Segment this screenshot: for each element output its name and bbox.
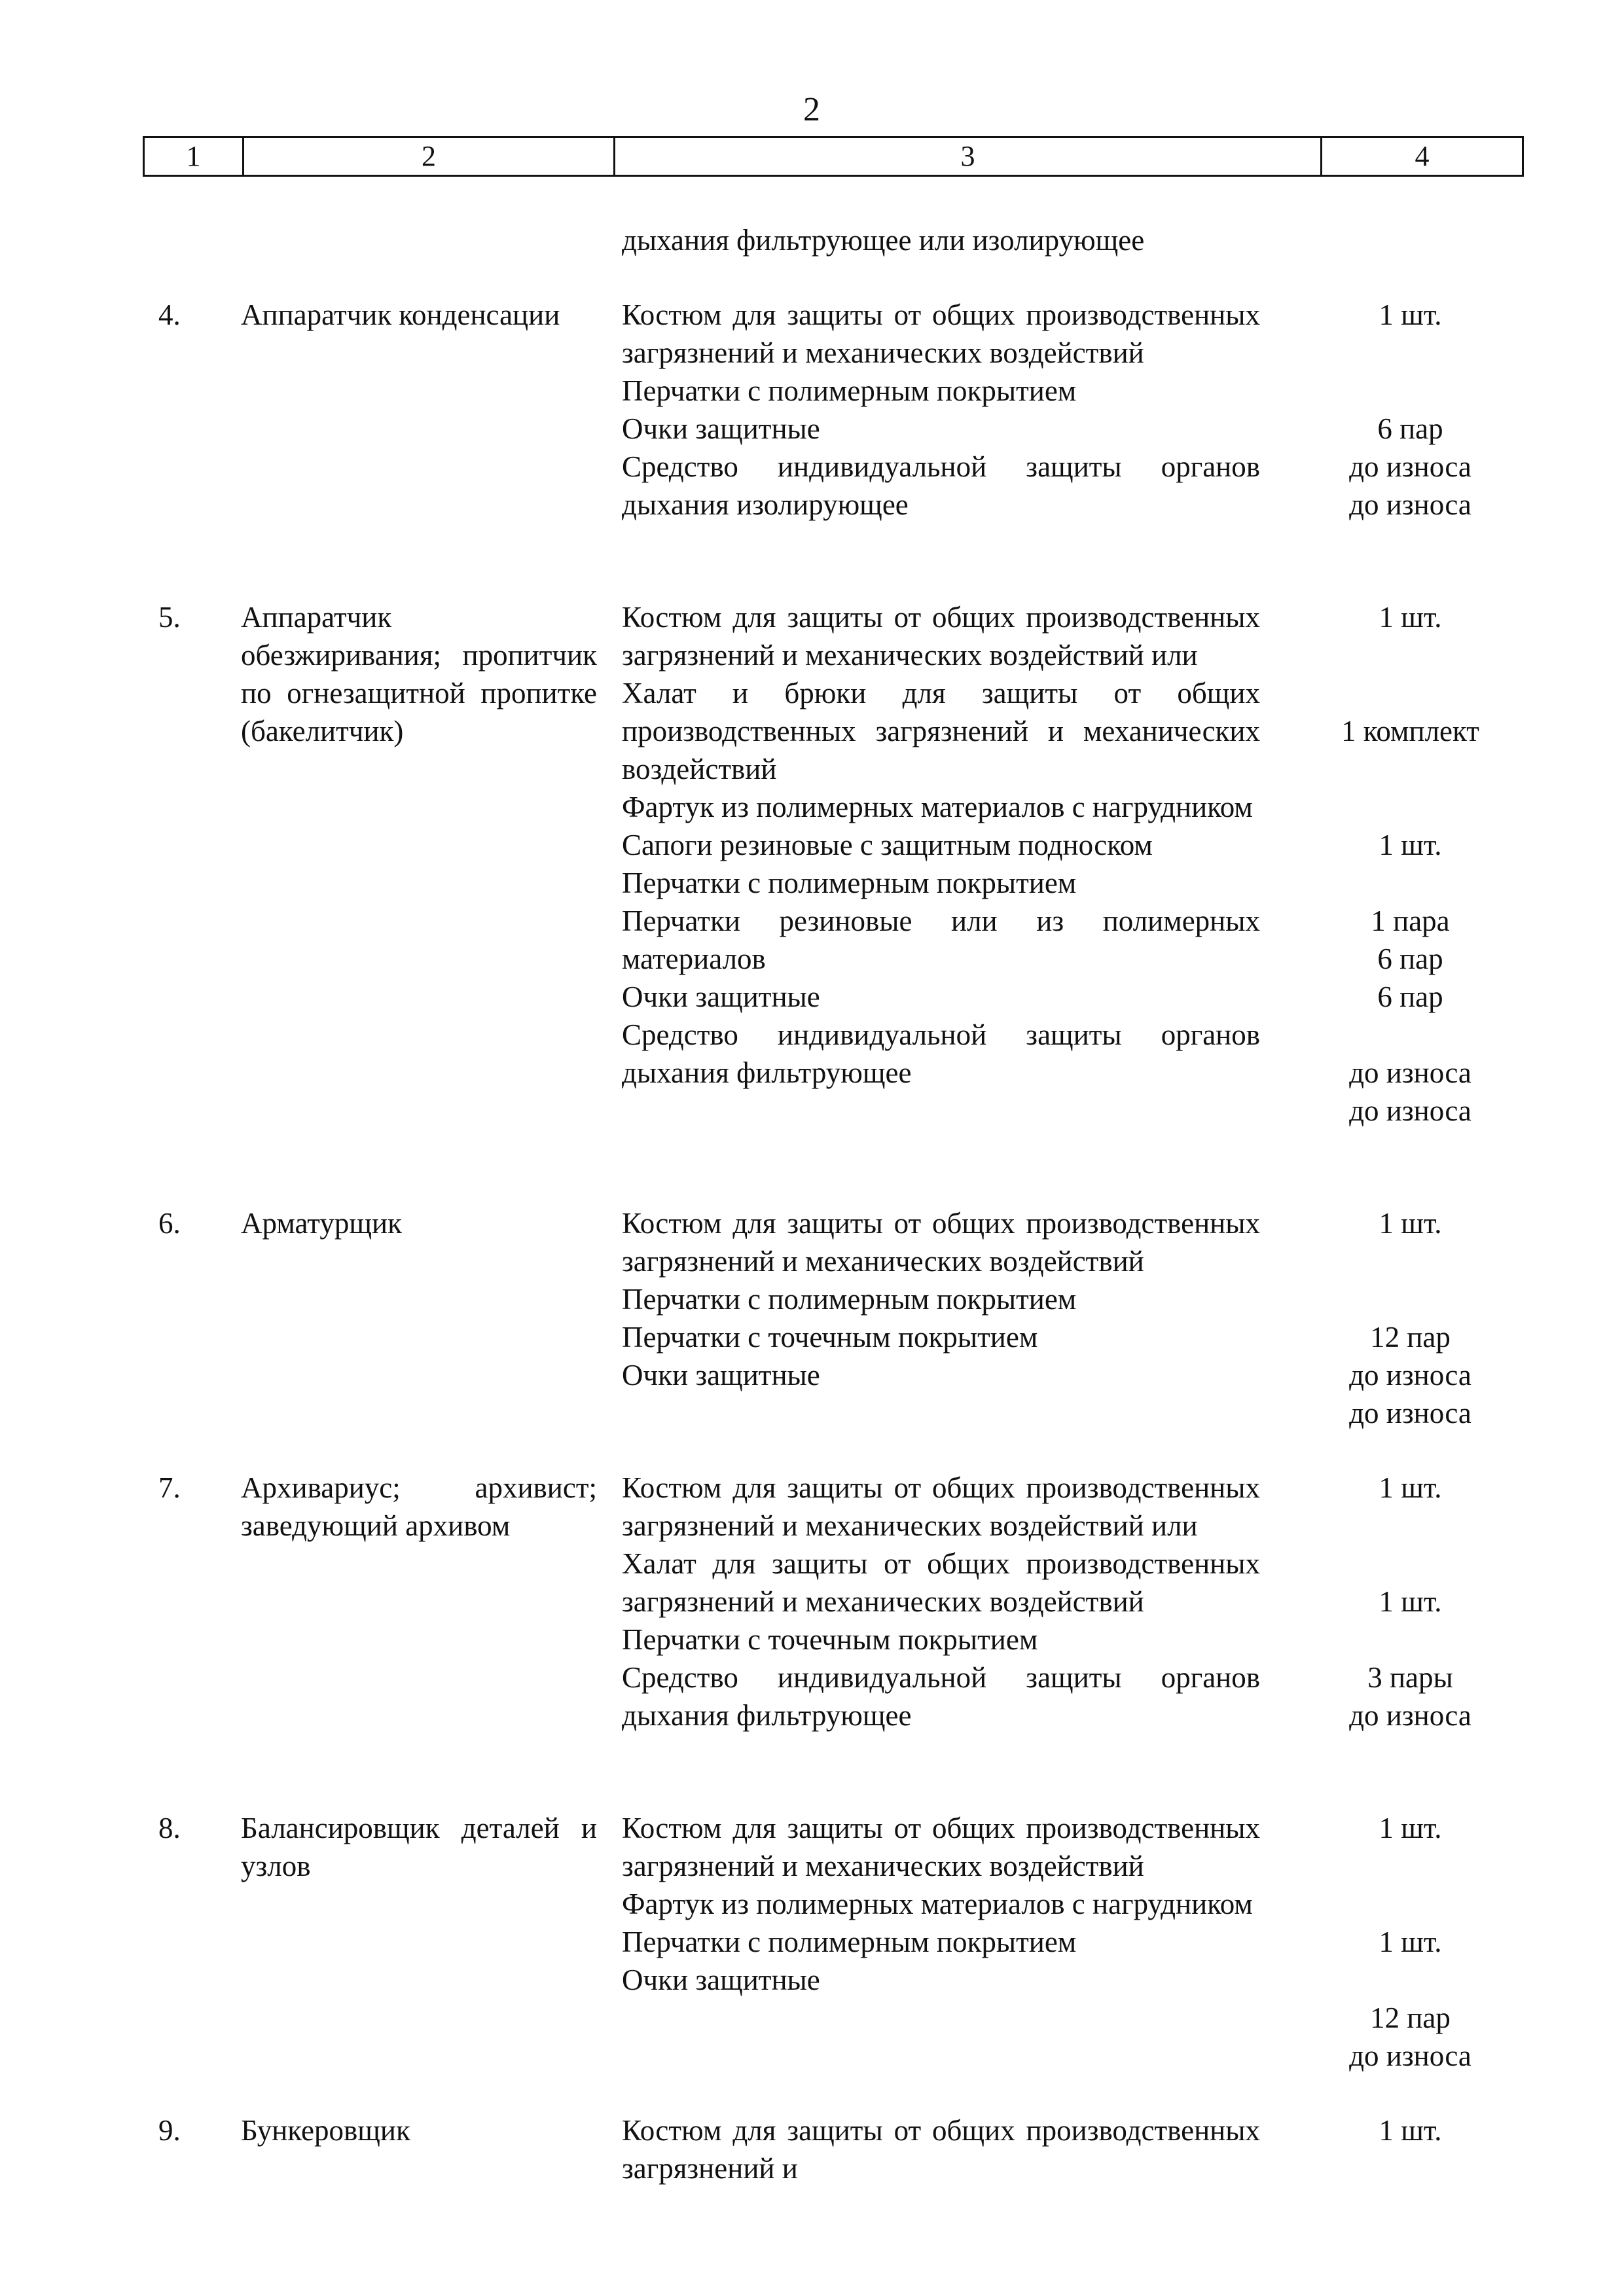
row-spacer — [143, 1168, 1524, 1204]
table-row — [143, 1204, 1524, 1432]
ppe-item-quantity: до износа — [1349, 450, 1471, 483]
row-spacer — [143, 2075, 1524, 2111]
ppe-item-quantity: до износа — [1349, 488, 1471, 521]
ppe-item-quantity: 1 шт. — [1379, 298, 1442, 331]
ppe-item-name: Костюм для защиты от общих производственных загрязнений и — [622, 2114, 1260, 2185]
table-body — [143, 221, 1524, 2187]
ppe-item-quantity: до износа — [1349, 1699, 1471, 1732]
quantity-cell — [1323, 2111, 1524, 2187]
ppe-item-name: Фартук из полимерных материалов с нагрудником — [622, 791, 1253, 823]
column-header-row — [144, 137, 1523, 176]
column-header-4: 4 — [1322, 137, 1523, 176]
ppe-item-quantity: 12 пар — [1370, 2001, 1451, 2034]
continuation-row — [143, 221, 1524, 259]
table-row — [143, 296, 1524, 562]
quantity-cell — [1323, 1204, 1524, 1432]
profession-name: Балансировщик деталей и узлов — [241, 1812, 597, 1882]
ppe-item-name: Костюм для защиты от общих производственных загрязнений и механических воздействий или — [622, 1471, 1260, 1542]
continuation-text: дыхания фильтрующее или изолирующее — [622, 224, 1145, 257]
row-spacer — [143, 562, 1524, 598]
table-row — [143, 1469, 1524, 1772]
profession-name: Аппаратчик обезжиривания; пропитчик по огнезащитной пропитке (бакелитчик) — [241, 601, 597, 747]
profession-name: Архивариус; архивист; заведующий архивом — [241, 1471, 597, 1542]
ppe-item-quantity: 1 комплект — [1341, 715, 1479, 747]
quantity-cell — [1323, 296, 1524, 562]
ppe-items-cell — [613, 296, 1323, 562]
ppe-items-cell — [613, 598, 1323, 1168]
ppe-item-quantity: до износа — [1349, 2039, 1471, 2072]
row-number: 8. — [158, 1812, 181, 1844]
ppe-item-name: Очки защитные — [622, 980, 820, 1013]
ppe-item-quantity: 1 шт. — [1379, 1471, 1442, 1504]
ppe-item-quantity: до износа — [1349, 1359, 1471, 1391]
ppe-item-name: Костюм для защиты от общих производственных загрязнений и механических воздействий — [622, 1207, 1260, 1278]
row-number: 4. — [158, 298, 181, 331]
ppe-item-name: Костюм для защиты от общих производственных загрязнений и механических воздействий или — [622, 601, 1260, 672]
ppe-item-name: Фартук из полимерных материалов с нагрудником — [622, 1888, 1253, 1920]
ppe-item-quantity: 1 шт. — [1379, 1585, 1442, 1618]
ppe-items-cell — [613, 1809, 1323, 2075]
ppe-item-name: Средство индивидуальной защиты органов дыхания фильтрующее — [622, 1661, 1260, 1732]
ppe-norms-table — [143, 221, 1524, 2187]
ppe-item-name: Очки защитные — [622, 1359, 820, 1391]
row-number: 5. — [158, 601, 181, 634]
ppe-item-quantity: 1 шт. — [1379, 1207, 1442, 1240]
quantity-cell — [1323, 1809, 1524, 2075]
ppe-item-quantity: до износа — [1349, 1094, 1471, 1127]
ppe-items-cell — [613, 1469, 1323, 1772]
ppe-item-quantity: до износа — [1349, 1397, 1471, 1429]
ppe-item-name: Перчатки с точечным покрытием — [622, 1623, 1038, 1656]
row-spacer — [143, 1432, 1524, 1469]
ppe-item-quantity: 6 пар — [1377, 412, 1443, 445]
column-header-2: 2 — [244, 137, 615, 176]
ppe-item-quantity: 1 шт. — [1379, 2114, 1442, 2147]
quantity-cell — [1323, 598, 1524, 1168]
ppe-item-quantity: 6 пар — [1377, 942, 1443, 975]
ppe-item-quantity: 1 шт. — [1379, 601, 1442, 634]
ppe-item-name: Халат для защиты от общих производственных загрязнений и механических воздействий — [622, 1547, 1260, 1618]
quantity-cell — [1323, 1469, 1524, 1772]
ppe-item-name: Средство индивидуальной защиты органов дыхания фильтрующее — [622, 1018, 1260, 1089]
ppe-item-quantity: 1 шт. — [1379, 829, 1442, 861]
ppe-item-name: Перчатки с полимерным покрытием — [622, 1926, 1077, 1958]
ppe-item-name: Костюм для защиты от общих производственных загрязнений и механических воздействий — [622, 1812, 1260, 1882]
column-header-1: 1 — [144, 137, 244, 176]
table-row — [143, 2111, 1524, 2187]
row-number: 9. — [158, 2114, 181, 2147]
row-spacer — [143, 259, 1524, 296]
ppe-item-quantity: 1 шт. — [1379, 1812, 1442, 1844]
table-row — [143, 1809, 1524, 2075]
ppe-item-name: Перчатки с полимерным покрытием — [622, 374, 1077, 407]
ppe-item-name: Перчатки с точечным покрытием — [622, 1321, 1038, 1354]
ppe-item-quantity: до износа — [1349, 1056, 1471, 1089]
column-header-table — [143, 136, 1524, 177]
profession-name: Арматурщик — [241, 1207, 402, 1240]
ppe-item-name: Костюм для защиты от общих производственных загрязнений и механических воздействий — [622, 298, 1260, 369]
row-number: 6. — [158, 1207, 181, 1240]
ppe-item-name: Очки защитные — [622, 412, 820, 445]
ppe-item-quantity: 6 пар — [1377, 980, 1443, 1013]
ppe-item-quantity: 3 пары — [1367, 1661, 1453, 1694]
ppe-item-quantity: 1 шт. — [1379, 1926, 1442, 1958]
column-header-3: 3 — [614, 137, 1321, 176]
ppe-items-cell — [613, 2111, 1323, 2187]
profession-name: Аппаратчик конденсации — [241, 298, 560, 331]
page-number: 2 — [803, 91, 820, 128]
ppe-items-cell — [613, 1204, 1323, 1432]
ppe-item-name: Перчатки резиновые или из полимерных материалов — [622, 905, 1260, 975]
ppe-item-name: Сапоги резиновые с защитным подноском — [622, 829, 1153, 861]
table-row — [143, 598, 1524, 1168]
row-number: 7. — [158, 1471, 181, 1504]
profession-name: Бункеровщик — [241, 2114, 410, 2147]
ppe-item-name: Халат и брюки для защиты от общих производственных загрязнений и механических воздействий — [622, 677, 1260, 785]
ppe-item-name: Средство индивидуальной защиты органов дыхания изолирующее — [622, 450, 1260, 521]
row-spacer — [143, 1772, 1524, 1809]
ppe-item-quantity: 1 пара — [1371, 905, 1450, 937]
ppe-item-quantity: 12 пар — [1370, 1321, 1451, 1354]
ppe-item-name: Очки защитные — [622, 1964, 820, 1996]
ppe-item-name: Перчатки с полимерным покрытием — [622, 1283, 1077, 1316]
ppe-item-name: Перчатки с полимерным покрытием — [622, 867, 1077, 899]
